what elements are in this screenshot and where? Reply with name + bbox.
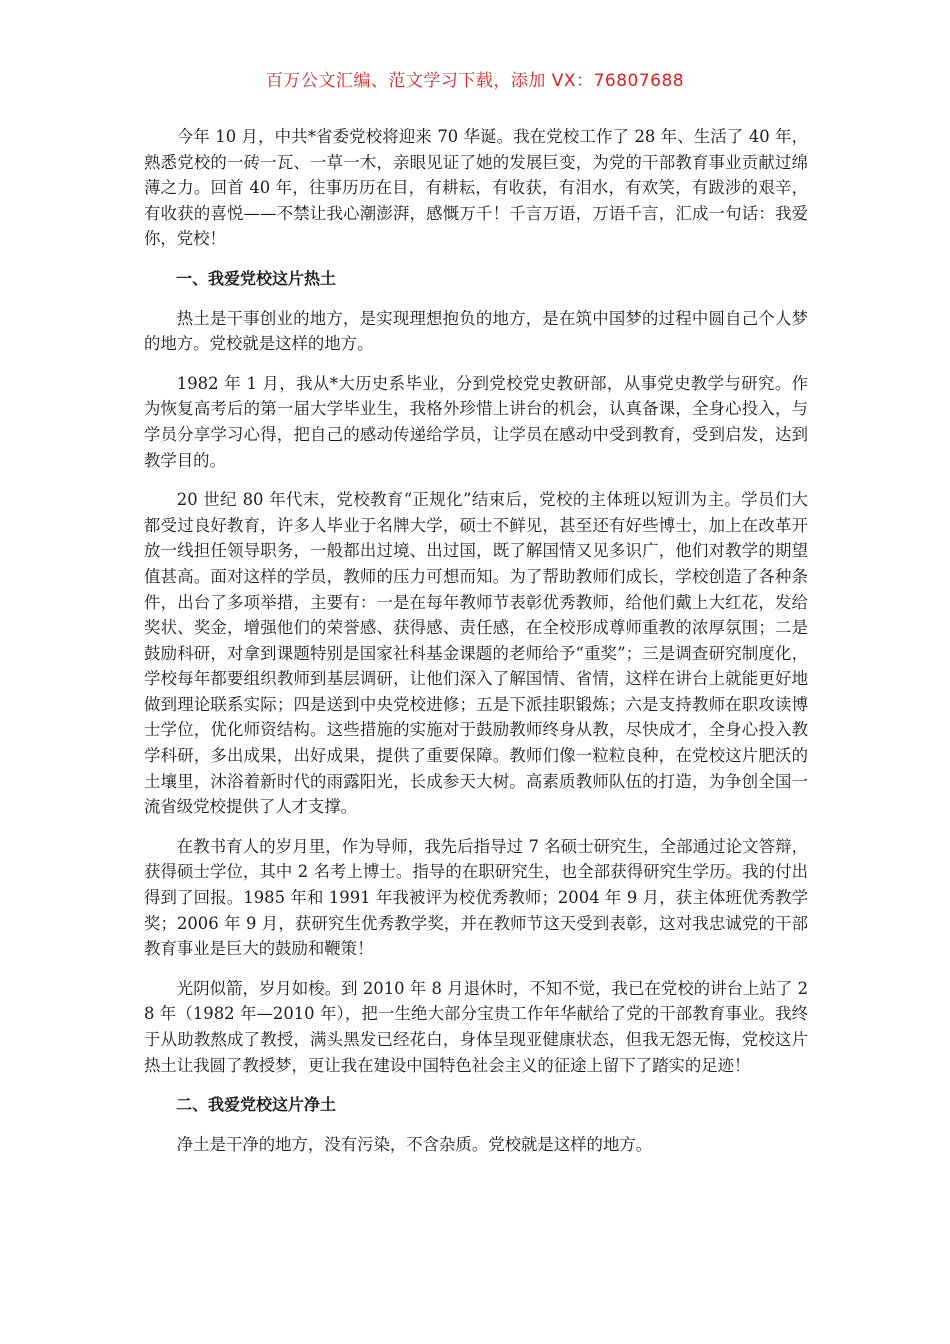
body-paragraph: 光阴似箭，岁月如梭。到 2010 年 8 月退休时，不知不觉，我已在党校的讲台上站了 28 年（1982 年—2010 年），把一生绝大部分宝贵工作年华献给了党的干部教育事业。我终于从助教熬成了教授，满头黑发已经花白，身体呈现亚健康状态，但我无怨无悔，党校这片热土让我圆了教授梦，更让我在建设中国特色社会主义的征途上留下了踏实的足迹！ — [144, 978, 808, 1075]
body-paragraph: 20 世纪 80 年代末，党校教育“正规化”结束后，党校的主体班以短训为主。学员们大都受过良好教育，许多人毕业于名牌大学，硕士不鲜见，甚至还有好些博士，加上在改革开放一线担任领导职务，一般都出过境、出过国，既了解国情又见多识广，他们对教学的期望值甚高。面对这样的学员，教师的压力可想而知。为了帮助教师们成长，学校创造了各种条件，出台了多项举措，主要有：一是在每年教师节表彰优秀教师，给他们戴上大红花，发给奖状、奖金，增强他们的荣誉感、获得感、责任感，在全校形成尊师重教的浓厚氛围；二是鼓励科研，对拿到课题特别是国家社科基金课题的老师给予“重奖”；三是调查研究制度化，学校每年都要组织教师到基层调研，让他们深入了解国情、省情，这样在讲台上就能更好地做到理论联系实际；四是送到中央党校进修；五是下派挂职锻炼；六是支持教师在职攻读博士学位，优化师资结构。这些措施的实施对于鼓励教师终身从教，尽快成才，全身心投入教学科研，多出成果，出好成果，提供了重要保障。教师们像一粒粒良种，在党校这片肥沃的土壤里，沐浴着新时代的雨露阳光，长成参天大树。高素质教师队伍的打造，为争创全国一流省级党校提供了人才支撑。 — [144, 490, 808, 817]
body-paragraph: 净土是干净的地方，没有污染，不含杂质。党校就是这样的地方。 — [176, 1134, 653, 1154]
promo-banner: 百万公文汇编、范文学习下载，添加 VX：76807688 — [265, 71, 685, 91]
body-paragraph: 在教书育人的岁月里，作为导师，我先后指导过 7 名硕士研究生，全部通过论文答辩，获得硕士学位，其中 2 名考上博士。指导的在职研究生，也全部获得研究生学历。我的付出得到了回报。1985 年和 1991 年我被评为校优秀教师；2004 年 9 月，获主体班优秀教学奖；2006 年 9 月，获研究生优秀教学奖，并在教师节这天受到表彰，这对我忠诚党的干部教育事业是巨大的鼓励和鞭策！ — [144, 836, 808, 959]
section-heading-2: 二、我爱党校这片净土 — [176, 1095, 337, 1115]
section-heading-1: 一、我爱党校这片热土 — [176, 268, 337, 288]
body-paragraph: 热土是干事创业的地方，是实现理想抱负的地方，是在筑中国梦的过程中圆自己个人梦的地方。党校就是这样的地方。 — [144, 308, 808, 354]
body-paragraph: 1982 年 1 月，我从*大历史系毕业，分到党校党史教研部，从事党史教学与研究。作为恢复高考后的第一届大学毕业生，我格外珍惜上讲台的机会，认真备课，全身心投入，与学员分享学习心得，把自己的感动传递给学员，让学员在感动中受到教育，受到启发，达到教学目的。 — [144, 373, 808, 470]
intro-paragraph: 今年 10 月，中共*省委党校将迎来 70 华诞。我在党校工作了 28 年、生活了 40 年，熟悉党校的一砖一瓦、一草一木，亲眼见证了她的发展巨变，为党的干部教育事业贡献过绵薄之力。回首 40 年，往事历历在目，有耕耘，有收获，有泪水，有欢笑，有跋涉的艰辛，有收获的喜悦——不禁让我心潮澎湃，感慨万千！千言万语，万语千言，汇成一句话：我爱你，党校！ — [144, 127, 808, 249]
document-body — [144, 124, 808, 1171]
